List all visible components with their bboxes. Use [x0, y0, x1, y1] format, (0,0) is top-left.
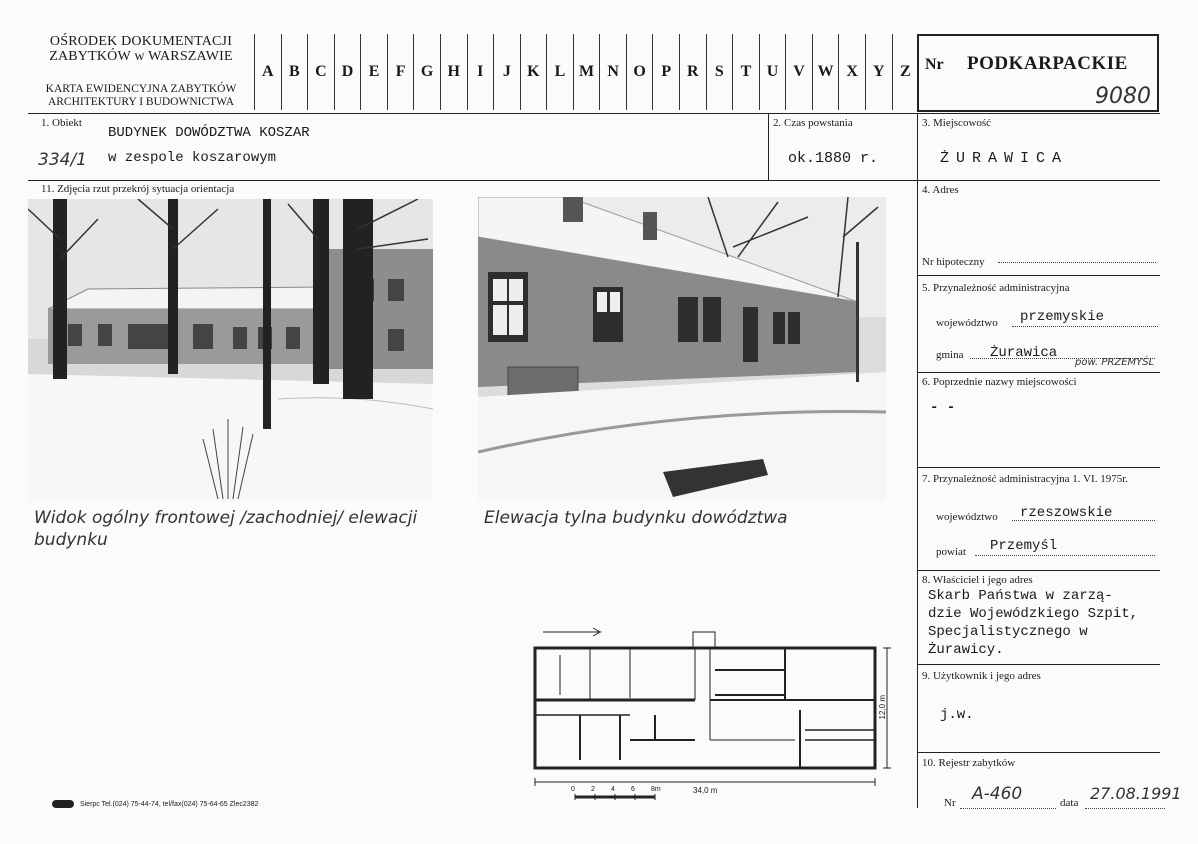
caption-photo1-line2: budynku: [34, 530, 108, 550]
card-type-line2: ARCHITEKTURY I BUDOWNICTWA: [47, 96, 235, 108]
index-letter-z: Z: [893, 34, 920, 110]
index-letter-a: A: [255, 34, 282, 110]
scale-tick: 6: [631, 786, 635, 793]
owner-label: 8. Właściciel i jego adres: [922, 574, 1033, 586]
index-letter-l: L: [547, 34, 574, 110]
place-label: 3. Miejscowość: [922, 117, 992, 129]
index-letter-y: Y: [866, 34, 893, 110]
card-number-handwritten: 9080: [1095, 84, 1151, 109]
voivodeship-title: PODKARPACKIE: [967, 53, 1128, 74]
register-date-dots: [1085, 808, 1165, 809]
object-label: 1. Obiekt: [41, 117, 82, 129]
admin-voiv-value: przemyskie: [1020, 309, 1105, 325]
register-nr-label: Nr: [944, 797, 956, 809]
org-name-line2: ZABYTKÓW w WARSZAWIE: [49, 49, 233, 64]
index-letter-n: N: [600, 34, 627, 110]
scale-tick: 4: [611, 786, 615, 793]
index-letter-m: M: [574, 34, 601, 110]
index-letter-t: T: [733, 34, 760, 110]
mortgage-label: Nr hipoteczny: [922, 256, 985, 268]
address-label: 4. Adres: [922, 184, 959, 196]
index-letter-i: I: [468, 34, 495, 110]
header: [28, 28, 1160, 114]
admin1975-powiat-label: powiat: [936, 546, 966, 558]
time-value: ok.1880 r.: [788, 150, 879, 167]
admin-label: 5. Przynależność administracyjna: [922, 282, 1070, 294]
rule-6: [917, 467, 1160, 468]
index-letter-r: R: [680, 34, 707, 110]
divider-time: [768, 113, 769, 180]
index-letter-x: X: [839, 34, 866, 110]
object-name: BUDYNEK DOWÓDZTWA KOSZAR: [108, 125, 310, 141]
admin-voiv-label: województwo: [936, 317, 998, 329]
rule-7: [917, 570, 1160, 571]
divider-right-column: [917, 113, 918, 808]
index-letter-f: F: [388, 34, 415, 110]
admin-voiv-dots: [1012, 326, 1158, 327]
header-rule: [28, 113, 1160, 114]
prev-names-label: 6. Poprzednie nazwy miejscowości: [922, 376, 1077, 388]
owner-line1: Skarb Państwa w zarzą-: [928, 588, 1113, 604]
printer-logo-icon: [52, 800, 74, 808]
owner-line2: dzie Wojewódzkiego Szpit,: [928, 606, 1139, 622]
index-letter-s: S: [707, 34, 734, 110]
admin1975-powiat-dots: [975, 555, 1155, 556]
caption-photo1-line1: Widok ogólny frontowej /zachodniej/ elewacji: [34, 508, 418, 528]
photo-rear-elevation: [478, 197, 886, 501]
scale-tick: 8m: [651, 786, 661, 793]
admin-gmina-value: Żurawica: [990, 345, 1058, 361]
org-name-line1: OŚRODEK DOKUMENTACJI: [49, 34, 233, 49]
user-value: j.w.: [940, 707, 974, 723]
rule-9: [917, 752, 1160, 753]
plan-depth-label: 12,0 m: [878, 695, 887, 720]
time-label: 2. Czas powstania: [773, 117, 853, 129]
index-letter-e: E: [361, 34, 388, 110]
index-letter-j: J: [494, 34, 521, 110]
index-letter-p: P: [653, 34, 680, 110]
mortgage-dots: [998, 262, 1156, 263]
plan-width-label: 34,0 m: [693, 786, 718, 795]
floor-plan: [505, 610, 905, 815]
rule-5: [917, 372, 1160, 373]
owner-line4: Żurawicy.: [928, 642, 1004, 658]
admin-powiat-handwritten: pow. PRZEMYŚL: [1075, 357, 1155, 368]
nr-label: Nr: [925, 56, 944, 73]
index-letter-v: V: [786, 34, 813, 110]
user-label: 9. Użytkownik i jego adres: [922, 670, 1041, 682]
printer-text: Sierpc Tel.(024) 75-44-74, tel/fax(024) 75-64-65 Zlec2382: [79, 800, 259, 808]
register-date-label: data: [1060, 797, 1079, 809]
admin1975-powiat-value: Przemyśl: [990, 538, 1058, 554]
row1-rule: [28, 180, 1160, 181]
admin1975-voiv-value: rzeszowskie: [1020, 505, 1113, 521]
photo-front-elevation: [28, 199, 433, 502]
index-letter-b: B: [282, 34, 309, 110]
admin1975-voiv-dots: [1012, 520, 1155, 521]
register-date-value: 27.08.1991: [1090, 784, 1182, 803]
register-nr-value: A-460: [972, 784, 1023, 804]
index-letter-c: C: [308, 34, 335, 110]
register-label: 10. Rejestr zabytków: [922, 757, 1016, 769]
place-value: ŻURAWICA: [940, 150, 1069, 167]
caption-photo2: Elewacja tylna budynku dowództwa: [484, 508, 788, 528]
rule-4: [917, 275, 1160, 276]
index-letter-d: D: [335, 34, 362, 110]
prev-names-value: - -: [930, 400, 956, 416]
index-letter-g: G: [414, 34, 441, 110]
register-nr-dots: [960, 808, 1056, 809]
printer-imprint: [52, 800, 258, 808]
object-complex: w zespole koszarowym: [108, 150, 277, 166]
index-letter-k: K: [521, 34, 548, 110]
admin1975-voiv-label: województwo: [936, 511, 998, 523]
rule-8: [917, 664, 1160, 665]
admin-gmina-label: gmina: [936, 349, 964, 361]
card-type-line1: KARTA EWIDENCYJNA ZABYTKÓW: [45, 83, 237, 95]
photos-label: 11. Zdjęcia rzut przekrój sytuacja orientacja: [41, 183, 235, 195]
index-letter-w: W: [813, 34, 840, 110]
scale-tick: 0: [571, 786, 575, 793]
object-number-handwritten: 334/1: [38, 150, 87, 170]
nr-box: [917, 34, 1159, 112]
admin1975-label: 7. Przynależność administracyjna 1. VI. 1975r.: [922, 473, 1128, 485]
index-letter-o: O: [627, 34, 654, 110]
owner-line3: Specjalistycznego w: [928, 624, 1088, 640]
scale-tick: 2: [591, 786, 595, 793]
index-letter-h: H: [441, 34, 468, 110]
letter-index-row: [254, 34, 919, 110]
index-letter-u: U: [760, 34, 787, 110]
